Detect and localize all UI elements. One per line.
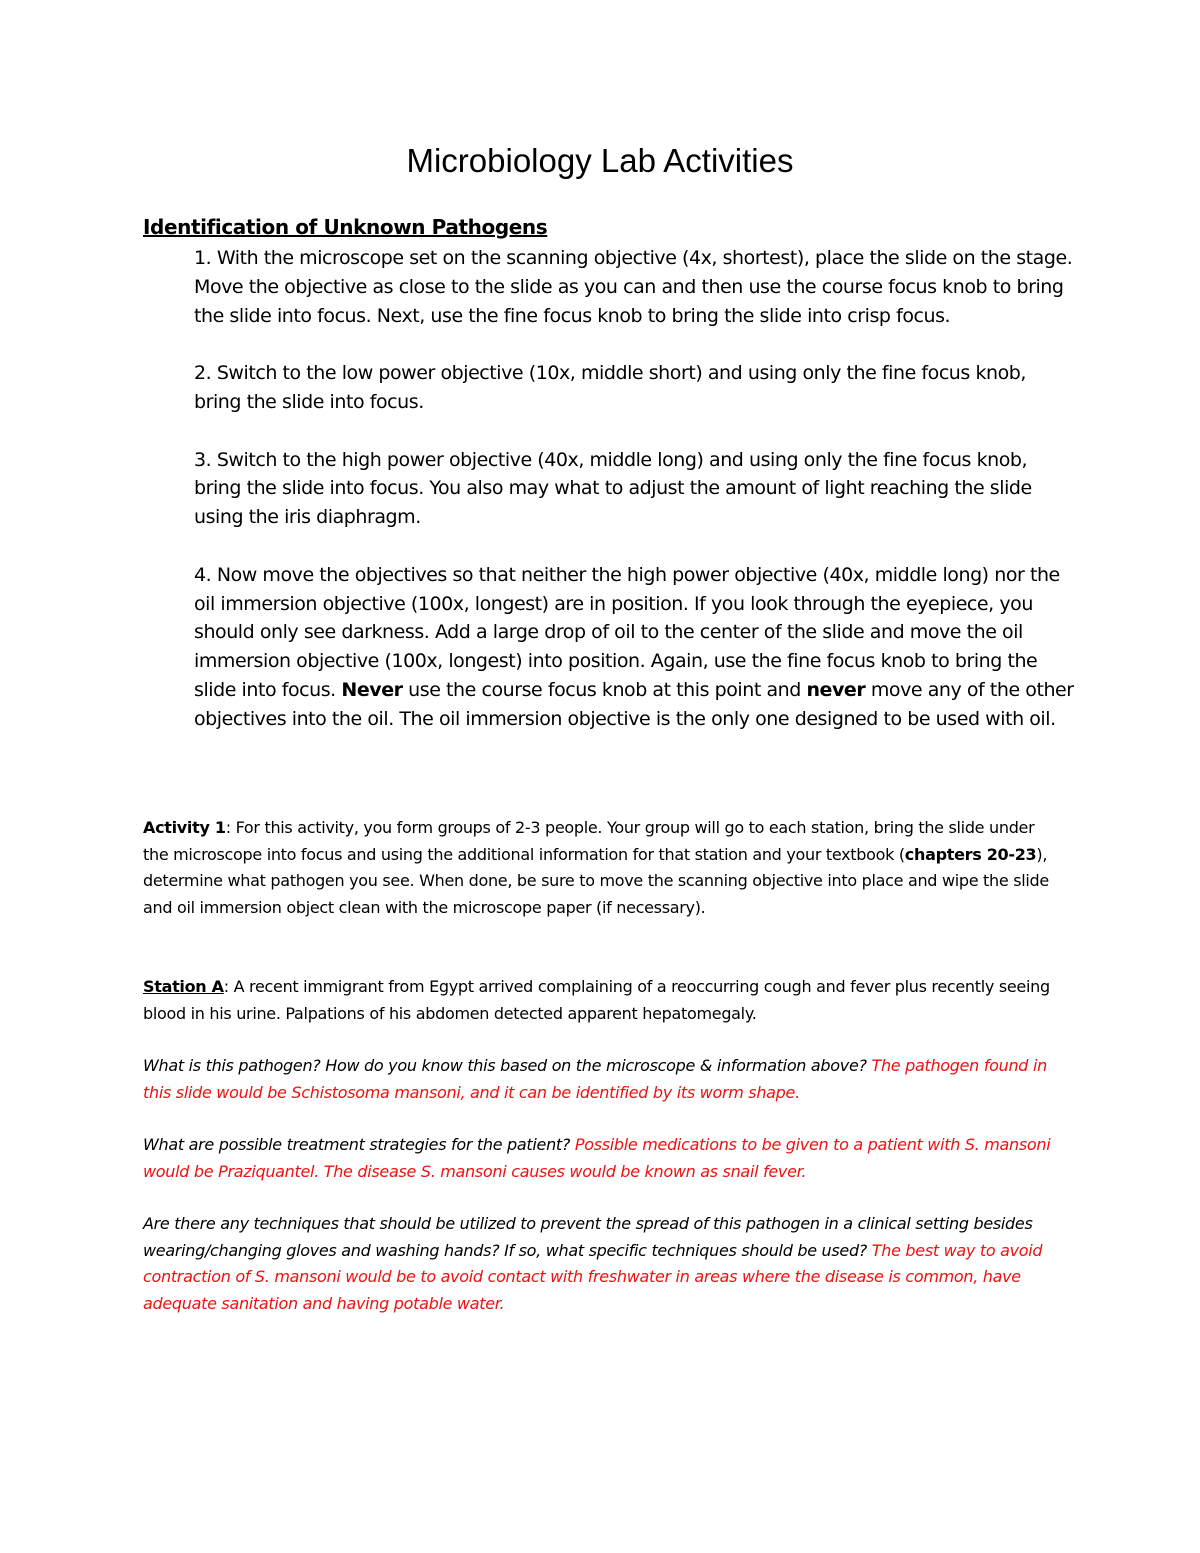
question-1: What is this pathogen? How do you know this based on the microscope & information above?	[143, 1056, 867, 1075]
activity-text-a: For this activity, you form groups of 2-3 people. Your group will go to each station, bring the slide under the microscope into focus and using the additional information for that station and your textbook (	[143, 818, 1035, 864]
station-paragraph	[143, 974, 1063, 1027]
step-4-text-a: 4. Now move the objectives so that neither the high power objective (40x, middle long) nor the oil immersion objective (100x, longest) are in position. If you look through the eyepiece, you should only see darkness. Add a large drop of oil to the center of the slide and move the oil immersion objective (100x, longest) into position. Again, use the fine focus knob to bring the slide into focus.	[194, 563, 1060, 701]
activity-chapters: chapters 20-23	[904, 844, 1037, 864]
question-1-paragraph	[143, 1053, 1063, 1106]
question-3: Are there any techniques that should be utilized to prevent the spread of this pathogen in a clinical setting besides wearing/changing gloves and washing hands? If so, what specific techniques should be used?	[143, 1214, 1033, 1260]
page-title: Microbiology Lab Activities	[406, 142, 794, 179]
answer-2: Possible medications to be given to a patient with S. mansoni would be Praziquantel. The disease S. mansoni causes would be known as snail fever.	[143, 1135, 1051, 1181]
step-4-text-b: use the course focus knob at this point and	[402, 678, 807, 701]
question-3-paragraph	[143, 1211, 1063, 1317]
station-text: A recent immigrant from Egypt arrived complaining of a reoccurring cough and fever plus recently seeing blood in his urine. Palpations of his abdomen detected apparent hepatomegaly.	[143, 977, 1050, 1023]
step-2: 2. Switch to the low power objective (10x, middle short) and using only the fine focus knob, bring the slide into focus.	[194, 362, 1026, 413]
question-2-paragraph	[143, 1132, 1063, 1185]
activity-text-b: ), determine what pathogen you see. When done, be sure to move the scanning objective into place and wipe the slide and oil immersion object clean with the microscope paper (if necessary).	[143, 844, 1049, 917]
station-label: Station A	[143, 977, 224, 996]
step-4	[194, 561, 1074, 734]
section-heading: Identification of Unknown Pathogens	[143, 215, 548, 239]
step-3: 3. Switch to the high power objective (40x, middle long) and using only the fine focus knob, bring the slide into focus. You also may what to adjust the amount of light reaching the slide using the iris diaphragm.	[194, 448, 1032, 529]
step-4-never-emphasis-2: never	[806, 678, 866, 701]
answer-3: The best way to avoid contraction of S. mansoni would be to avoid contact with freshwater in areas where the disease is common, have adequate sanitation and having potable water.	[143, 1240, 1043, 1313]
step-4-text-c: move any of the other objectives into the oil. The oil immersion objective is the only one designed to be used with oil.	[194, 678, 1074, 730]
activity-colon: :	[225, 818, 231, 837]
question-2: What are possible treatment strategies for the patient?	[143, 1135, 571, 1154]
activity-label: Activity 1	[143, 818, 226, 837]
step-1: 1. With the microscope set on the scanning objective (4x, shortest), place the slide on the stage. Move the objective as close to the slide as you can and then use the course focus knob to bring the slide into focus. Next, use the fine focus knob to bring the slide into crisp focus.	[194, 247, 1073, 327]
activity-paragraph	[143, 815, 1063, 921]
station-colon: :	[223, 977, 229, 996]
procedure-steps	[194, 244, 1074, 762]
step-4-never-emphasis: Never	[341, 678, 403, 701]
answer-1: The pathogen found in this slide would be Schistosoma mansoni, and it can be identified by its worm shape.	[143, 1056, 1047, 1102]
